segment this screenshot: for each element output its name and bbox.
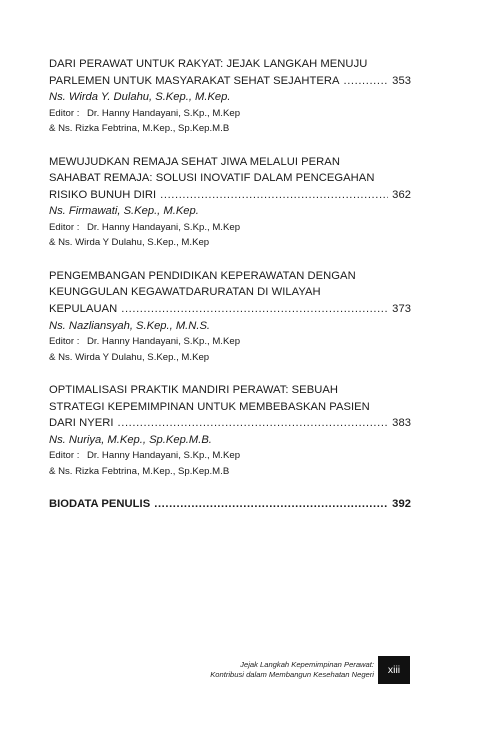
entry-title-text: KEPULAUAN	[49, 302, 118, 315]
dot-leader	[154, 496, 388, 513]
toc-entry[interactable]	[49, 268, 411, 365]
author-name: Ns. Nuriya, M.Kep., Sp.Kep.M.B.	[49, 433, 212, 446]
page-number: 353	[392, 74, 411, 87]
author-name: Ns. Firmawati, S.Kep., M.Kep.	[49, 205, 199, 218]
editor-name: & Ns. Wirda Y Dulahu, S.Kep., M.Kep	[49, 351, 210, 363]
dot-leader	[118, 415, 389, 432]
toc-entry[interactable]	[49, 382, 411, 479]
toc-entry[interactable]	[49, 56, 411, 137]
editor-name: & Ns. Wirda Y Dulahu, S.Kep., M.Kep	[49, 237, 210, 249]
page-number: 373	[392, 302, 411, 315]
editor-name: Dr. Hanny Handayani, S.Kp., M.Kep	[87, 107, 241, 119]
author-name: Ns. Nazliansyah, S.Kep., M.N.S.	[49, 319, 211, 332]
editor-label: Editor :	[49, 336, 80, 348]
editor-name: Dr. Hanny Handayani, S.Kp., M.Kep	[87, 450, 241, 462]
entry-title-line: KEUNGGULAN KEGAWATDARURATAN DI WILAYAH	[49, 286, 321, 299]
table-of-contents	[49, 56, 411, 513]
editor-label: Editor :	[49, 221, 80, 233]
toc-entry[interactable]	[49, 154, 411, 251]
editor-line	[49, 334, 411, 349]
entry-title-line: DARI PERAWAT UNTUK RAKYAT: JEJAK LANGKAH MENUJU	[49, 58, 368, 70]
dot-leader	[121, 301, 388, 318]
editor-name: Dr. Hanny Handayani, S.Kp., M.Kep	[87, 336, 241, 348]
dot-leader	[344, 73, 389, 90]
entry-title-last-line	[49, 415, 411, 432]
editor-name: Dr. Hanny Handayani, S.Kp., M.Kep	[87, 221, 241, 233]
entry-title-line: SAHABAT REMAJA: SOLUSI INOVATIF DALAM PENCEGAHAN	[49, 172, 375, 185]
entry-title-last-line	[49, 301, 411, 318]
running-title-line: Jejak Langkah Kepemimpinan Perawat:	[240, 659, 374, 669]
running-title-line: Kontribusi dalam Membangun Kesehatan Negeri	[210, 670, 374, 679]
toc-entry-biodata[interactable]	[49, 496, 411, 513]
editor-label: Editor :	[49, 107, 80, 119]
editor-line	[49, 220, 411, 235]
editor-line	[49, 106, 411, 121]
entry-title-text: RISIKO BUNUH DIRI	[49, 188, 157, 201]
page-footer	[210, 656, 410, 684]
editor-name: & Ns. Rizka Febtrina, M.Kep., Sp.Kep.M.B	[49, 123, 230, 135]
entry-title-text: DARI NYERI	[49, 417, 114, 430]
editor-name: & Ns. Rizka Febtrina, M.Kep., Sp.Kep.M.B	[49, 465, 230, 477]
entry-title-line: MEWUJUDKAN REMAJA SEHAT JIWA MELALUI PERAN	[49, 155, 340, 168]
entry-title-line: PENGEMBANGAN PENDIDIKAN KEPERAWATAN DENGAN	[49, 269, 356, 282]
entry-title-line: STRATEGI KEPEMIMPINAN UNTUK MEMBEBASKAN PASIEN	[49, 400, 370, 413]
running-title	[210, 660, 374, 681]
page-number: 392	[392, 498, 411, 511]
entry-title-last-line	[49, 187, 411, 204]
biodata-label: BIODATA PENULIS	[49, 498, 151, 511]
entry-title-line: OPTIMALISASI PRAKTIK MANDIRI PERAWAT: SEBUAH	[49, 383, 338, 396]
page-number: 362	[392, 188, 411, 201]
entry-title-text: PARLEMEN UNTUK MASYARAKAT SEHAT SEJAHTERA	[49, 74, 340, 87]
editor-label: Editor :	[49, 450, 80, 462]
page-number-box: xiii	[378, 656, 410, 684]
dot-leader	[160, 187, 388, 204]
page-number: 383	[392, 417, 411, 430]
editor-line	[49, 448, 411, 463]
author-name: Ns. Wirda Y. Dulahu, S.Kep., M.Kep.	[49, 91, 231, 104]
entry-title-last-line	[49, 73, 411, 90]
